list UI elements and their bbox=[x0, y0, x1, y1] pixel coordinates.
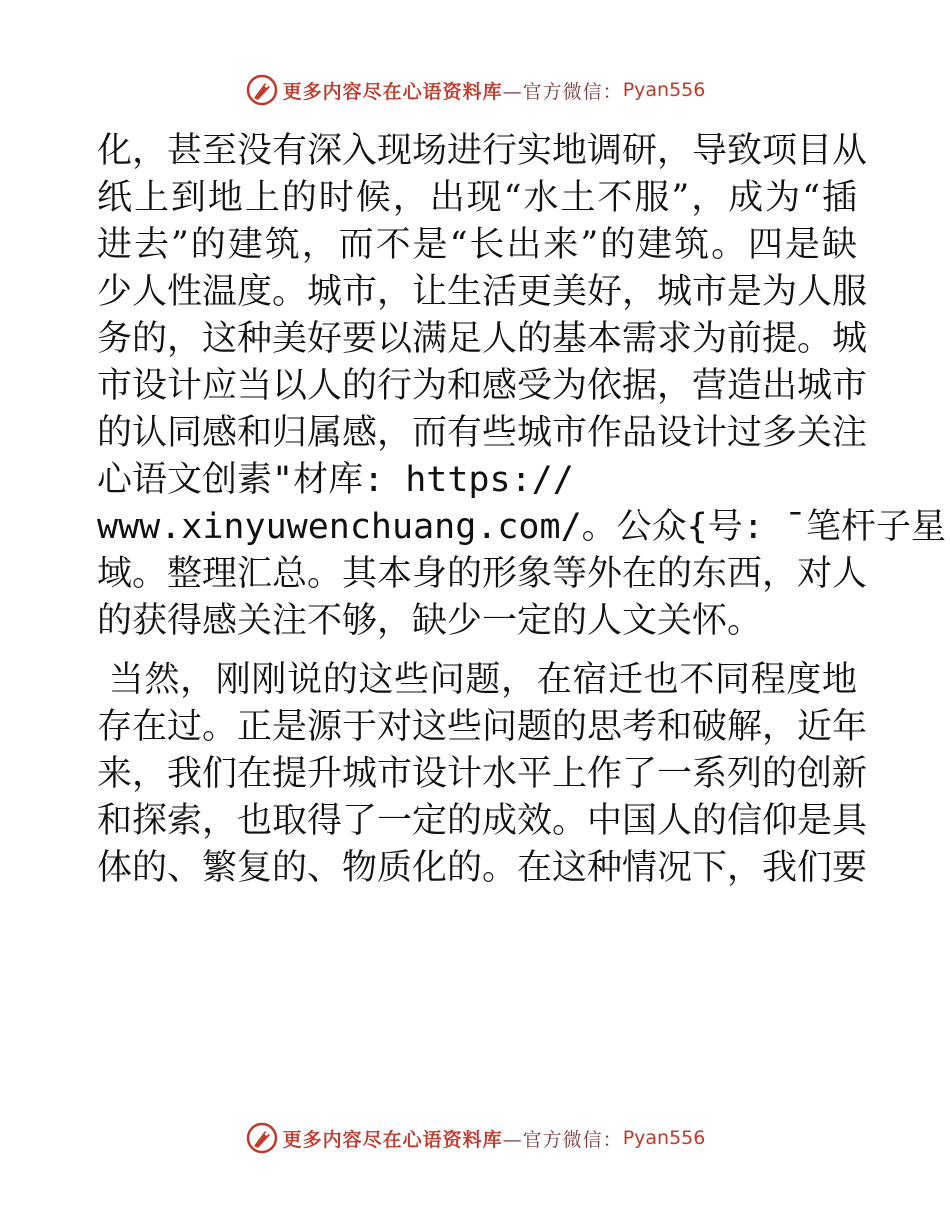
banner-sub-text: —官方微信： bbox=[502, 1128, 623, 1151]
text-line: 务的，这种美好要以满足人的基本需求为前提。城 bbox=[97, 319, 868, 359]
banner-wechat-id: Pyan556 bbox=[622, 1127, 706, 1149]
text-line: 纸上到地上的时候，出现“水土不服”，成为“插 bbox=[97, 178, 857, 218]
banner-main-text: 更多内容尽在心语资料库 bbox=[282, 1128, 503, 1151]
banner-wechat-id: Pyan556 bbox=[622, 79, 706, 101]
text-line: 来，我们在提升城市设计水平上作了一系列的创新 bbox=[97, 754, 868, 794]
text-line: 化，甚至没有深入现场进行实地调研，导致项目从 bbox=[97, 131, 868, 171]
text-line: 当然，刚刚说的这些问题，在宿迁也不同程度地 bbox=[97, 660, 857, 700]
text-line: 进去”的建筑，而不是“长出来”的建筑。四是缺 bbox=[97, 225, 857, 265]
text-line: www.xinyuwenchuang.com/。公众{号: ¯笔杆子星 bbox=[97, 507, 946, 547]
footer-banner bbox=[0, 1118, 950, 1158]
text-line: 少人性温度。城市，让生活更美好，城市是为人服 bbox=[97, 272, 868, 312]
text-line: 的认同感和归属感，而有些城市作品设计过多关注 bbox=[97, 413, 868, 453]
text-line: 市设计应当以人的行为和感受为依据，营造出城市 bbox=[97, 366, 868, 406]
banner-main-text: 更多内容尽在心语资料库 bbox=[282, 80, 503, 103]
pen-nib-logo-icon bbox=[245, 73, 279, 107]
text-line: 存在过。正是源于对这些问题的思考和破解，近年 bbox=[97, 707, 868, 747]
text-line: 和探索，也取得了一定的成效。中国人的信仰是具 bbox=[97, 801, 868, 841]
text-line: 体的、繁复的、物质化的。在这种情况下，我们要 bbox=[97, 848, 868, 888]
header-banner bbox=[0, 70, 950, 110]
body-text bbox=[97, 128, 946, 892]
text-line: 的获得感关注不够，缺少一定的人文关怀。 bbox=[97, 601, 763, 641]
banner-sub-text: —官方微信： bbox=[502, 80, 623, 103]
pen-nib-logo-icon bbox=[245, 1121, 279, 1155]
paragraph-gap bbox=[97, 645, 857, 657]
text-line: 心语文创素"材库: https:// bbox=[97, 460, 574, 500]
text-line: 域。整理汇总。其本身的形象等外在的东西，对人 bbox=[97, 554, 868, 594]
